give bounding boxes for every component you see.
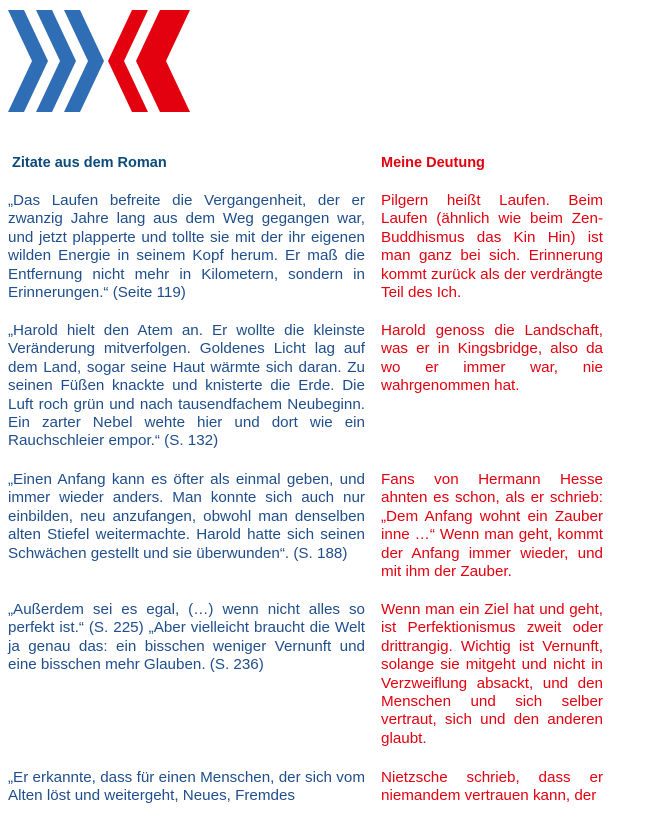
- quote-text: „Einen Anfang kann es öfter als einmal geben, und immer wieder anders. Man konnte sich auch nur einbilden, neu anzufangen, obwohl man denselben alten Stiefel weitermachte. Harold hatte sich seinen Schwächen gestellt und sie überwunden“. (S. 188): [8, 471, 365, 562]
- column-title-interpretation: Meine Deutung: [381, 155, 485, 171]
- interpretation-text: Harold genoss die Landschaft, was er in Kingsbridge, also da wo er immer war, nie wahrgenommen hat.: [381, 322, 603, 395]
- quote-text: „Das Laufen befreite die Vergangenheit, der er zwanzig Jahre lang aus dem Weg gegangen war, und jetzt plapperte und tollte sie mit der ihr eigenen wilden Energie in seinem Kopf herum. Er maß die Entfernung nicht mehr in Kilometern, sondern in Erinnerungen.“ (Seite 119): [8, 192, 365, 302]
- interpretation-text: Wenn man ein Ziel hat und geht, ist Perfektionismus zweit oder drittrangig. Wichtig ist Vernunft, solange sie mitgeht und nicht in Verzweiflung absackt, und den Menschen und sich selber vertraut, sich und den anderen glaubt.: [381, 601, 603, 747]
- logo-chevrons: [8, 10, 190, 112]
- column-title-quotes: Zitate aus dem Roman: [12, 155, 167, 171]
- chevron-blue-1: [8, 10, 48, 112]
- interpretation-text: Fans von Hermann Hesse ahnten es schon, als er schrieb: „Dem Anfang wohnt ein Zauber inne …“ Wenn man geht, kommt der Anfang immer wieder, und mit ihm der Zauber.: [381, 471, 603, 581]
- interpretation-text: Pilgern heißt Laufen. Beim Laufen (ähnlich wie beim Zen-Buddhismus das Kin Hin) ist man ganz bei sich. Erinnerung kommt zurück als der verdrängte Teil des Ich.: [381, 192, 603, 302]
- interpretation-text: Nietzsche schrieb, dass er niemandem vertrauen kann, der: [381, 769, 603, 805]
- quote-text: „Harold hielt den Atem an. Er wollte die kleinste Veränderung mitverfolgen. Goldenes Licht lag auf dem Land, sogar seine Haut wärmte sich daran. Zu seinen Füßen knackte und knisterte die Erde. Die Luft roch grün und nach tausendfachem Neubeginn. Ein zarter Nebel wehte hier und dort wie ein Rauchschleier empor.“ (S. 132): [8, 322, 365, 450]
- quote-text: „Er erkannte, dass für einen Menschen, der sich vom Alten löst und weitergeht, Neues, Fremdes: [8, 769, 365, 805]
- quote-text: „Außerdem sei es egal, (…) wenn nicht alles so perfekt ist.“ (S. 225) „Aber vielleicht braucht die Welt ja genau das: ein bisschen weniger Vernunft und eine bisschen mehr Glauben. (S. 236): [8, 601, 365, 674]
